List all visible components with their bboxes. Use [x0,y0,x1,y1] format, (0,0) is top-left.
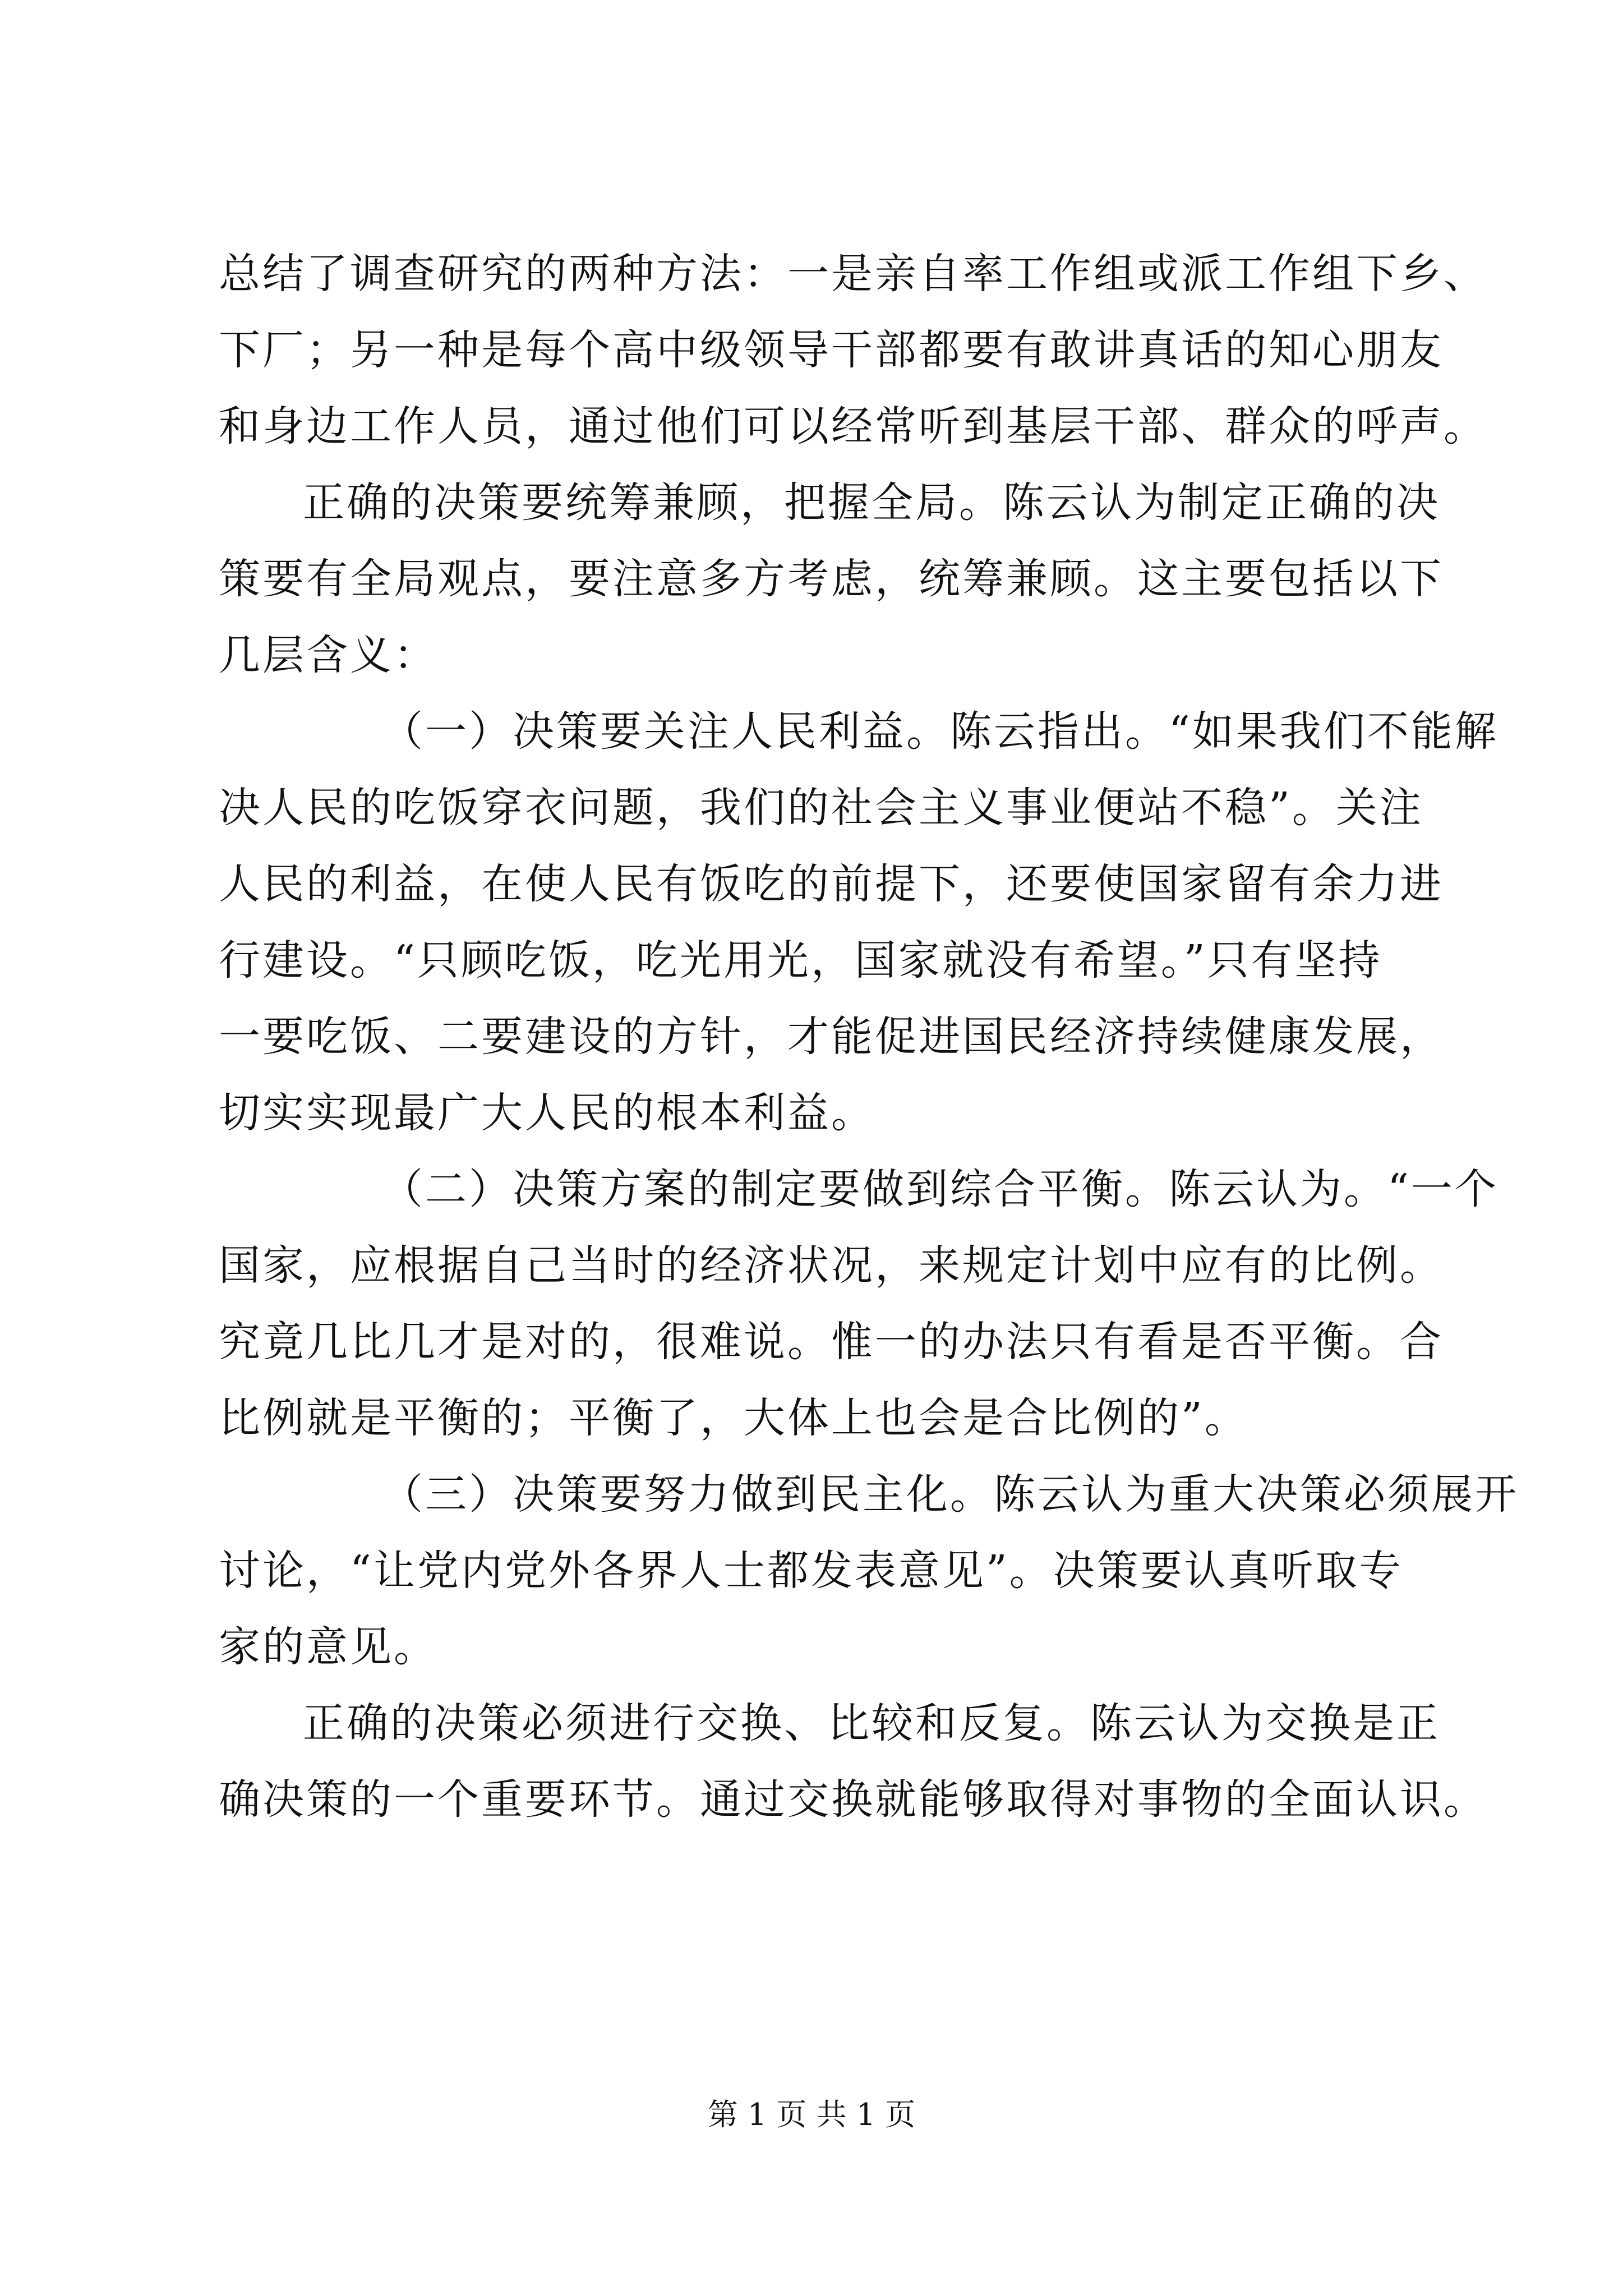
text-line: 和身边工作人员，通过他们可以经常听到基层干部、群众的呼声。 [219,402,1487,450]
text-line: 比例就是平衡的；平衡了，大体上也会是合比例的”。 [219,1394,1248,1442]
body-text [219,236,1519,1838]
text-line: （三）决策要努力做到民主化。陈云认为重大决策必须展开 [381,1470,1519,1519]
text-line: 家的意见。 [219,1623,437,1671]
text-line: （一）决策要关注人民利益。陈云指出。“如果我们不能解 [381,707,1498,756]
text-line: 正确的决策要统筹兼顾，把握全局。陈云认为制定正确的决 [303,478,1440,527]
text-line: 切实实现最广大人民的根本利益。 [219,1089,875,1137]
text-line: 策要有全局观点，要注意多方考虑，统筹兼顾。这主要包括以下 [219,555,1444,603]
text-line: 国家，应根据自己当时的经济状况，来规定计划中应有的比例。 [219,1241,1444,1290]
text-line: 讨论，“让党内党外各界人士都发表意见”。决策要认真听取专 [219,1547,1403,1595]
text-line: 决人民的吃饭穿衣问题，我们的社会主义事业便站不稳”。关注 [219,784,1423,832]
text-line: 正确的决策必须进行交换、比较和反复。陈云认为交换是正 [303,1699,1440,1747]
text-line: 下厂；另一种是每个高中级领导干部都要有敢讲真话的知心朋友 [219,326,1444,374]
text-line: 究竟几比几才是对的，很难说。惟一的办法只有看是否平衡。合 [219,1318,1444,1366]
text-line: 确决策的一个重要环节。通过交换就能够取得对事物的全面认识。 [219,1775,1487,1824]
text-line: （二）决策方案的制定要做到综合平衡。陈云认为。“一个 [381,1165,1498,1213]
text-line: 总结了调查研究的两种方法：一是亲自率工作组或派工作组下乡、 [219,250,1487,298]
text-line: 行建设。“只顾吃饭，吃光用光，国家就没有希望。”只有坚持 [219,936,1382,984]
text-line: 人民的利益，在使人民有饭吃的前提下，还要使国家留有余力进 [219,860,1444,908]
text-line: 一要吃饭、二要建设的方针，才能促进国民经济持续健康发展， [219,1013,1444,1061]
text-line: 几层含义： [219,631,437,679]
page-footer: 第 1 页 共 1 页 [707,2097,916,2132]
